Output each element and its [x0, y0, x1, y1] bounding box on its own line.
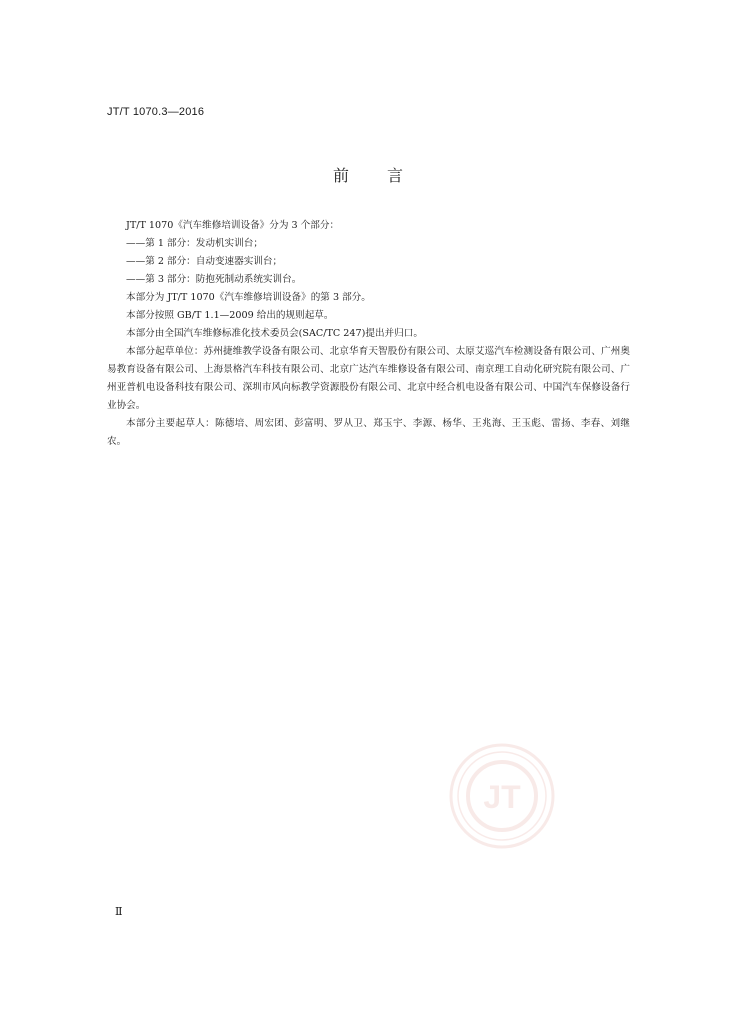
document-code: JT/T 1070.3—2016 [107, 106, 205, 118]
foreword-content [107, 217, 630, 451]
paragraph: 本部分起草单位：苏州捷维教学设备有限公司、北京华育天智股份有限公司、太原艾巡汽车检测设备有限公司、广州奥易教育设备有限公司、上海景格汽车科技有限公司、北京广达汽车维修设备有限公司、南京理工自动化研究院有限公司、广州亚普机电设备科技有限公司、深圳市风向标教学资源股份有限公司、北京中经合机电设备有限公司、中国汽车保修设备行业协会。 [107, 346, 630, 411]
paragraph: ——第 2 部分：自动变速器实训台； [126, 256, 283, 267]
paragraph: 本部分由全国汽车维修标准化技术委员会(SAC/TC 247)提出并归口。 [126, 328, 423, 339]
paragraph: 本部分按照 GB/T 1.1—2009 给出的规则起草。 [126, 310, 334, 321]
page-number: Ⅱ [115, 905, 123, 918]
jt-watermark-logo [448, 742, 556, 850]
paragraph: 本部分为 JT/T 1070《汽车维修培训设备》的第 3 部分。 [126, 292, 371, 303]
paragraph: ——第 1 部分：发动机实训台； [126, 238, 263, 249]
paragraph: ——第 3 部分：防抱死制动系统实训台。 [126, 274, 302, 285]
paragraph: JT/T 1070《汽车维修培训设备》分为 3 个部分： [126, 220, 340, 231]
paragraph: 本部分主要起草人：陈德培、周宏团、彭富明、罗从卫、郑玉宇、李源、杨华、王兆海、王玉彪、雷扬、李春、刘继农。 [107, 418, 630, 447]
svg-text:JT: JT [483, 779, 521, 815]
page-title: 前言 [332, 166, 441, 185]
